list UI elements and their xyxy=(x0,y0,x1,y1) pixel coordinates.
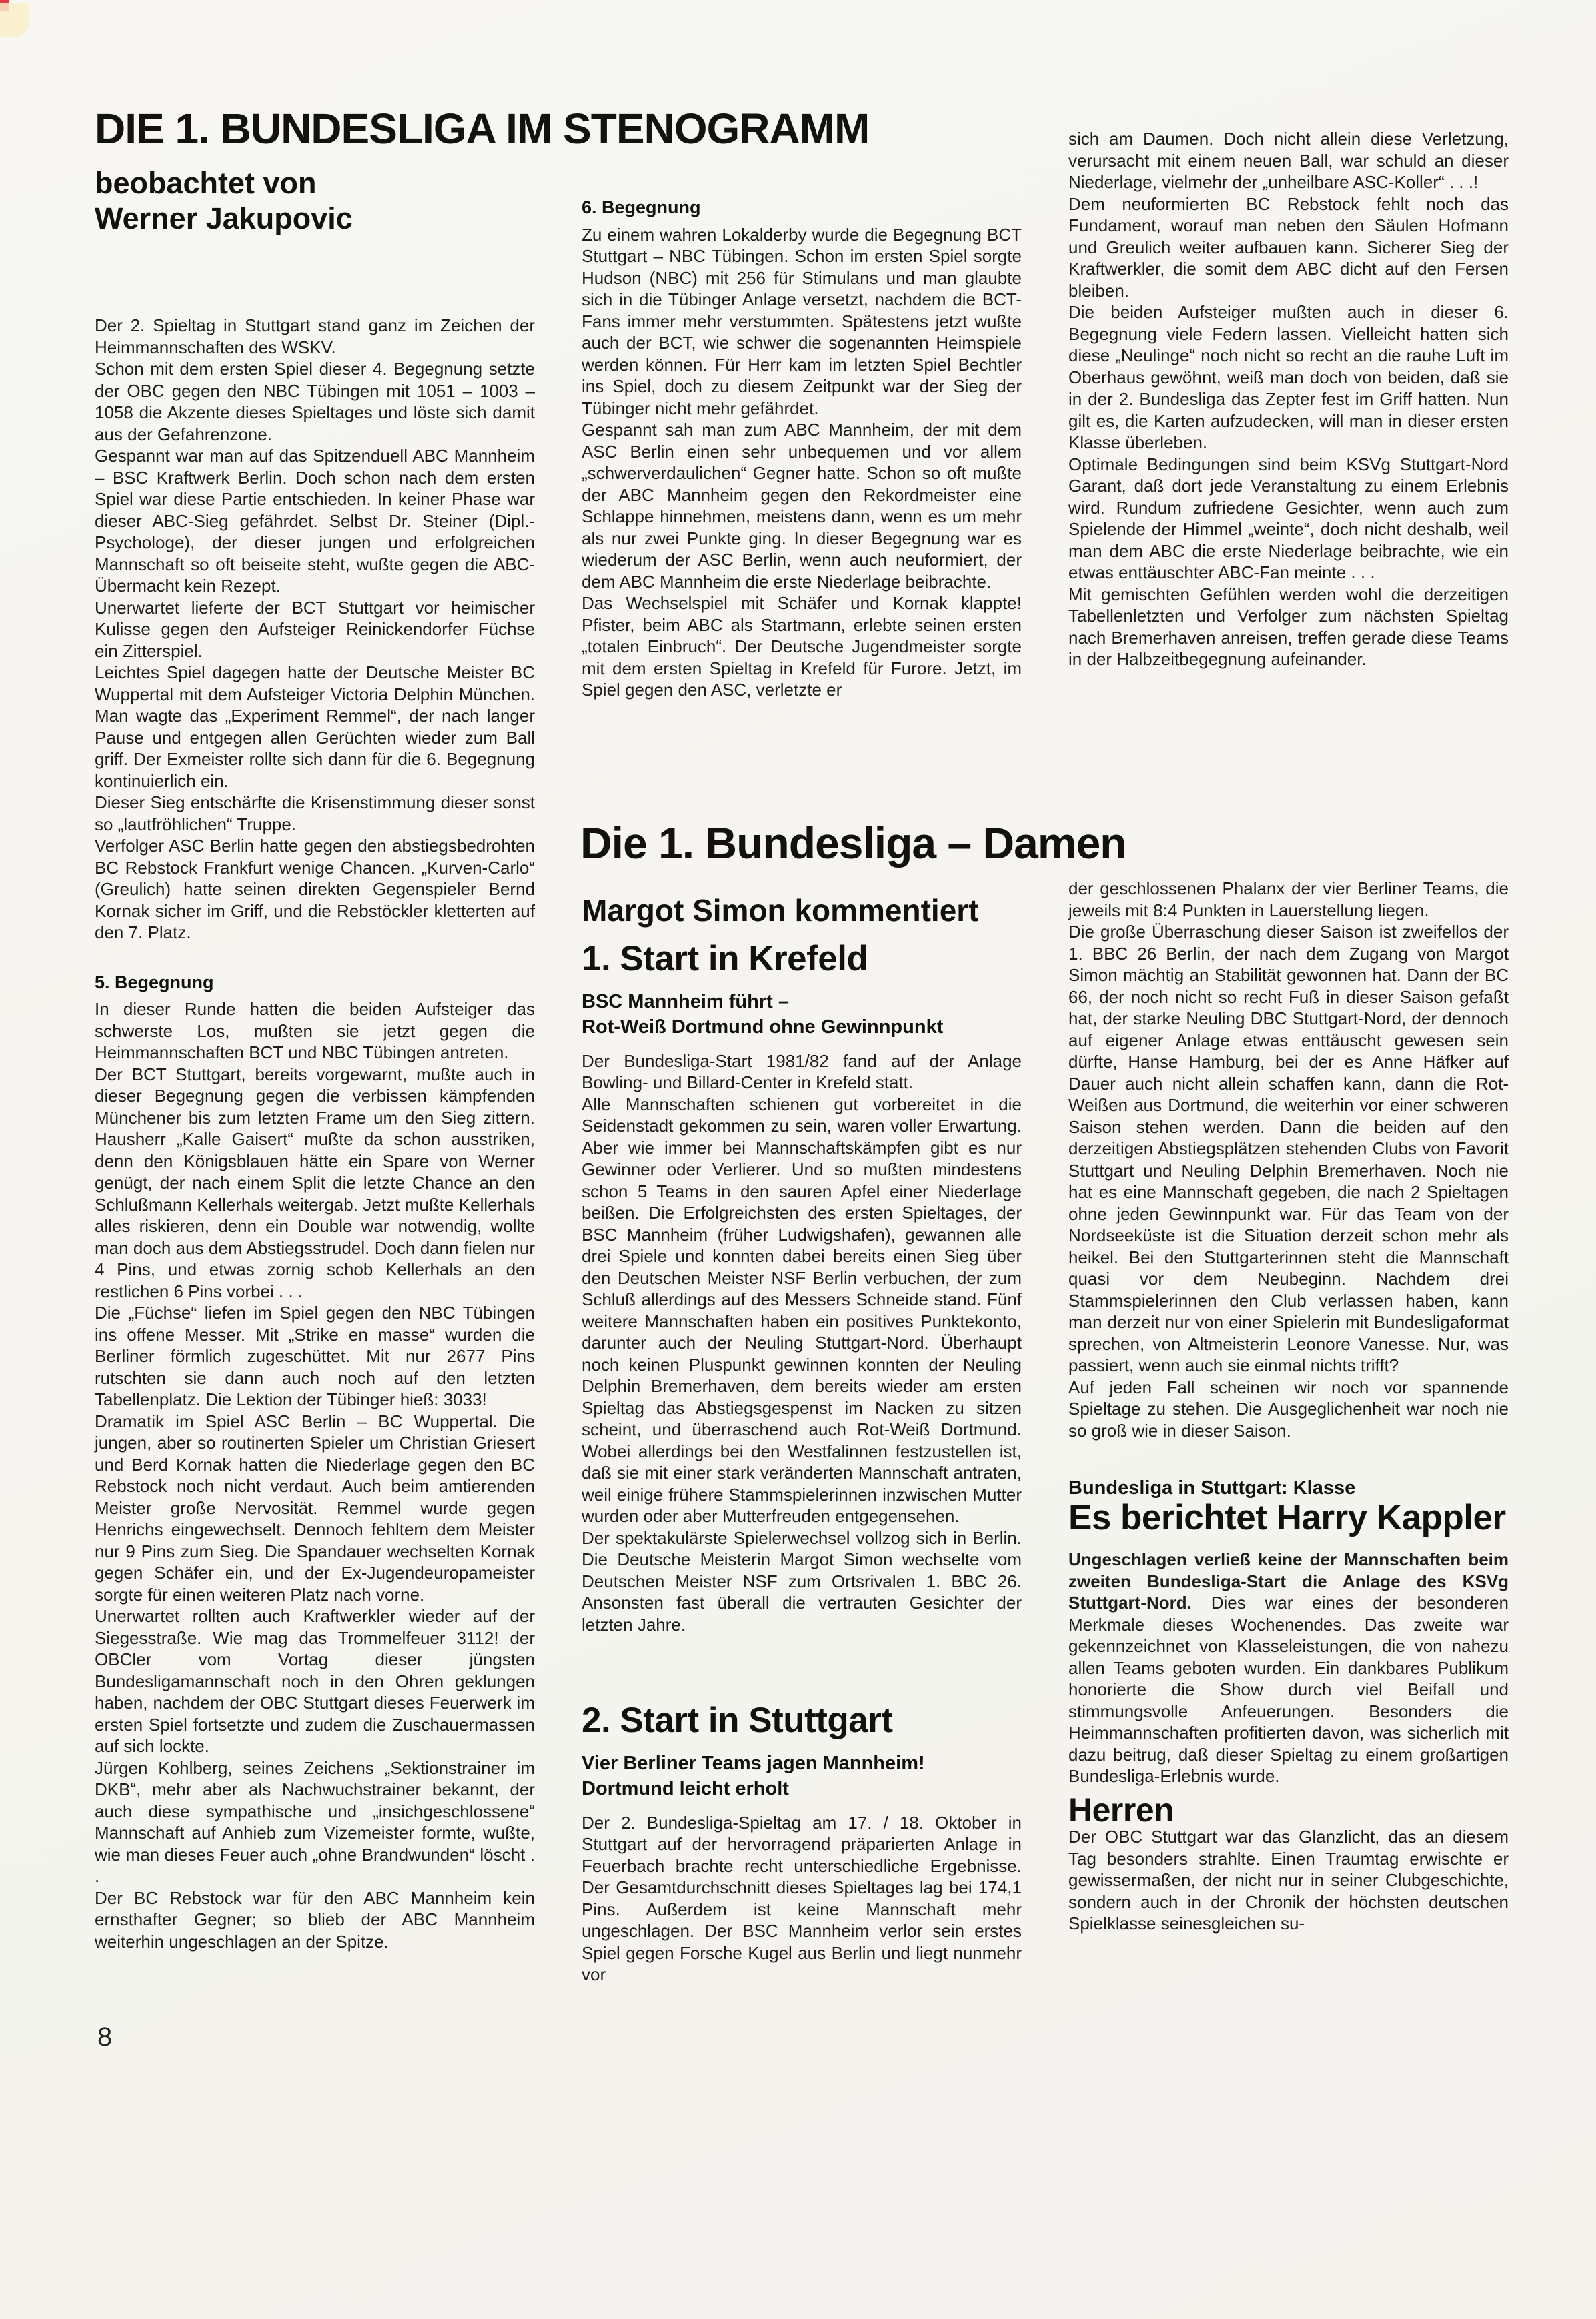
paragraph: Dramatik im Spiel ASC Berlin – BC Wuppertal. Die jungen, aber so routinerten Spieler um Christian Griesert und Berd Kornak hatten die Niederlage gegen den BC Rebstock noch nicht verdaut. Auch beim amtierenden Meister große Nervosität. Remmel wurde gegen Henrichs eingewechselt. Dennoch fehltem dem Meister nur 9 Pins zum Sieg. Die Spandauer wechselten Kornak gegen Schäfer ein, und der Ex-Jugendeuropameister sorgte für einen weiteren Platz nach vorne. xyxy=(95,1411,535,1605)
article-column-left xyxy=(95,315,535,1952)
paragraph: Der 2. Bundesliga-Spieltag am 17. / 18. Oktober in Stuttgart auf der hervorragend präparierten Anlage in Feuerbach brachte recht unterschiedliche Ergebnisse. Der Gesamtdurchschnitt dieses Spieltages lag bei 174,1 Pins. Außerdem ist keine Mannschaft mehr ungeschlagen. Der BSC Mannheim verlor sein erstes Spiel gegen Forsche Kugel aus Berlin und liegt nunmehr vor xyxy=(582,1812,1022,1984)
paragraph: Auf jeden Fall scheinen wir noch vor spannende Spieltage zu stehen. Die Ausgeglichenheit war noch nie so groß wie in dieser Saison. xyxy=(1068,1377,1509,1441)
paragraph: sich am Daumen. Doch nicht allein diese Verletzung, verursacht mit einem neuen Ball, war schuld an dieser Niederlage, vielmehr der „unheilbare ASC-Koller“ . . .! xyxy=(1068,129,1509,192)
paragraph: Unerwartet lieferte der BCT Stuttgart vor heimischer Kulisse gegen den Aufsteiger Reinickendorfer Füchse ein Zitterspiel. xyxy=(95,597,535,661)
paragraph: Die große Überraschung dieser Saison ist zweifellos der 1. BBC 26 Berlin, der nach dem Zugang von Margot Simon mächtig an Stabilität gewonnen hat. Dann der BC 66, der noch nicht so recht Fuß in dieser Saison gefaßt hat, der starke Neuling DBC Stuttgart-Nord, der dennoch auf eigener Anlage etwas enttäuscht gewesen sein dürfte, Hanse Hamburg, bei der es Anne Häfker auf Dauer auch nicht allein schaffen kann, dann die Rot-Weißen aus Dortmund, die weiterhin vor einer schweren Saison stehen werden. Dann die beiden auf den derzeitigen Abstiegsplätzen stehenden Clubs von Favorit Stuttgart und Neuling Delphin Bremerhaven. Noch nie hat es eine Mannschaft gegeben, die nach 2 Spieltagen ohne jeden Gewinnpunkt war. Für das Team von der Nordseeküste ist die Situation derzeit schon mehr als heikel. Bei den Stuttgarterinnen steht die Mannschaft quasi vor dem Neubeginn. Nachdem drei Stammspielerinnen den Club verlassen haben, kann man derzeit nur von einer Spielerin mit Bundesligaformat sprechen, von Altmeisterin Leonore Vanesse. Nur, was passiert, wenn auch sie einmal nichts trifft? xyxy=(1068,922,1509,1375)
paragraph: Der Bundesliga-Start 1981/82 fand auf der Anlage Bowling- und Billard-Center in Krefeld statt. xyxy=(582,1050,1022,1092)
bold-subhead-line1: Vier Berliner Teams jagen Mannheim! xyxy=(582,1752,925,1774)
page-number: 8 xyxy=(97,2022,113,2052)
byline-line1: beobachtet von xyxy=(95,166,317,200)
paragraph: Alle Mannschaften schienen gut vorbereitet in die Seidenstadt gekommen zu sein, waren voller Erwartung. Aber wie immer bei Mannschaftskämpfen gibt es nur Gewinner oder Verlierer. Und so mußten mindestens schon 5 Teams in den sauren Apfel einer Niederlage beißen. Die Erfolgreichsten des ersten Spieltages, der BSC Mannheim (früher Ludwigshafen), gewannen alle drei Spiele und konnten dabei bereits einen Sieg über den Deutschen Meister NSF Berlin verbuchen, der zum Schluß allerdings auf des Messers Schneide stand. Fünf weitere Mannschaften haben ein positives Punktekonto, darunter auch der Neuling Stuttgart-Nord. Überhaupt noch keinen Pluspunkt gewinnen konnten der Neuling Delphin Bremerhaven, dem bereits wieder am ersten Spieltag das Abstiegsgespenst im Nacken zu sitzen scheint, und überraschend auch Rot-Weiß Dortmund. Wobei allerdings bei den Westfalinnen festzustellen ist, daß sie mit einer stark veränderten Mannschaft antraten, weil einige frühere Stammspielerinnen inzwischen Mutter wurden oder aber Mutterfreuden entgegensehen. xyxy=(582,1094,1022,1526)
paragraph: Verfolger ASC Berlin hatte gegen den abstiegsbedrohten BC Rebstock Frankfurt wenige Chancen. „Kurven-Carlo“ (Greulich) hatte seinen direkten Gegenspieler Bernd Kornak sicher im Griff, und die Rebstöckler kletterten auf den 7. Platz. xyxy=(95,836,535,942)
bold-subhead-stuttgart xyxy=(582,1751,1022,1801)
section-heading-kappler: Es berichtet Harry Kappler xyxy=(1068,1497,1506,1537)
damen-subhead: Margot Simon kommentiert xyxy=(582,893,979,928)
paragraph: Jürgen Kohlberg, seines Zeichens „Sektionstrainer im DKB“, mehr aber als Nachwuchstrainer bekannt, der auch diese sympathische und „insichgeschlossene“ Mannschaft auf Anhieb zum Vizemeister formte, wußte, wie man dieses Feuer auch „ohne Brandwunden“ löscht . . xyxy=(95,1757,535,1886)
page-title: DIE 1. BUNDESLIGA IM STENOGRAMM xyxy=(95,105,870,153)
lead-paragraph xyxy=(1068,1549,1509,1787)
paragraph: Der OBC Stuttgart war das Glanzlicht, das an diesem Tag besonders strahlte. Einen Traumtag erwischte er gewissermaßen, der nicht nur in seiner Clubgeschichte, sondern auch in der Chronik der höchsten deutschen Spielklasse seinesgleichen su- xyxy=(1068,1827,1509,1934)
paragraph: In dieser Runde hatten die beiden Aufsteiger das schwerste Los, mußten sie jetzt gegen die Heimmannschaften BCT und NBC Tübingen antreten. xyxy=(95,999,535,1062)
paragraph: Dem neuformierten BC Rebstock fehlt noch das Fundament, worauf man neben den Säulen Hofmann und Greulich weiter aufbauen kann. Sicherer Sieg der Kraftwerkler, die somit dem ABC dicht auf den Fersen bleiben. xyxy=(1068,193,1509,301)
article-column-right-upper xyxy=(1068,128,1509,670)
subheading-5-begegnung: 5. Begegnung xyxy=(95,972,214,992)
paragraph: Die beiden Aufsteiger mußten auch in dieser 6. Begegnung viele Federn lassen. Vielleicht hatten sich diese „Neulinge“ noch nicht so recht an die rauhe Luft im Oberhaus gewöhnt, weiß man doch von beiden, daß sie in der 2. Bundesliga das Zepter fest im Griff hatten. Nun gilt es, die Karten aufzudecken, will man in dieser ersten Klasse überleben. xyxy=(1068,302,1509,452)
paragraph: Optimale Bedingungen sind beim KSVg Stuttgart-Nord Garant, daß dort jede Veranstaltung zu einem Erlebnis wird. Rundum zufriedene Gesichter, wenn auch zum Spielende der Himmel „weinte“, doch nicht deshalb, weil man dem ABC die erste Niederlage beibrachte, wie ein etwas enttäuschter ABC-Fan meinte . . . xyxy=(1068,454,1509,582)
lead-bold-text: Ungeschlagen verließ keine der Mannschaften beim zweiten Bundesliga-Start die Anlage des KSVg Stuttgart-Nord. xyxy=(1068,1549,1509,1613)
paragraph: Der 2. Spieltag in Stuttgart stand ganz im Zeichen der Heimmannschaften des WSKV. xyxy=(95,315,535,357)
paragraph: Unerwartet rollten auch Kraftwerkler wieder auf der Siegesstraße. Wie mag das Trommelfeuer 3112! der OBCler vom Vortag dieser jüngsten Bundesligamannschaft noch in den Ohren geklungen haben, nachdem der OBC Stuttgart dieses Feuerwerk im ersten Spiel fortsetzte und zudem die Zuschauermassen auf sich lockte. xyxy=(95,1606,535,1756)
paragraph: Der spektakulärste Spielerwechsel vollzog sich in Berlin. Die Deutsche Meisterin Margot Simon wechselte vom Deutschen Meister NSF zum Ortsrivalen 1. BBC 26. Ansonsten fast überall die vertrauten Gesichter der letzten Jahre. xyxy=(582,1527,1022,1635)
damen-headline: Die 1. Bundesliga – Damen xyxy=(580,818,1126,868)
corner-stain xyxy=(0,3,29,37)
bold-subhead-line1: BSC Mannheim führt – xyxy=(582,990,789,1012)
paragraph: Leichtes Spiel dagegen hatte der Deutsche Meister BC Wuppertal mit dem Aufsteiger Victoria Delphin München. Man wagte das „Experiment Remmel“, der nach langer Pause und entgegen allen Gerüchten wieder zum Ball griff. Der Exmeister rollte sich dann für die 6. Begegnung kontinuierlich ein. xyxy=(95,662,535,791)
paragraph: Mit gemischten Gefühlen werden wohl die derzeitigen Tabellenletzten und Verfolger zum nächsten Spieltag nach Bremerhaven anreisen, treffen gerade diese Teams in der Halbzeitbegegnung aufeinander. xyxy=(1068,584,1509,669)
kicker-bundesliga-stuttgart: Bundesliga in Stuttgart: Klasse xyxy=(1068,1477,1356,1499)
article-column-right-lower xyxy=(1068,878,1509,1935)
bold-subhead-krefeld xyxy=(582,989,1022,1040)
paragraph: der geschlossenen Phalanx der vier Berliner Teams, die jeweils mit 8:4 Punkten in Lauerstellung liegen. xyxy=(1068,878,1509,920)
paragraph: Die „Füchse“ liefen im Spiel gegen den NBC Tübingen ins offene Messer. Mit „Strike en masse“ wurden die Berliner förmlich zugeschüttet. Mit nur 2677 Pins rutschten sie dann auch noch auf den letzten Tabellenplatz. Die Lektion der Tübinger hieß: 3033! xyxy=(95,1303,535,1409)
bold-subhead-line2: Rot-Weiß Dortmund ohne Gewinnpunkt xyxy=(582,1016,944,1038)
lead-rest-text: Dies war eines der besonderen Merkmale dieses Wochenendes. Das zweite war gekennzeichnet von Klasseleistungen, die von nahezu allen Teams geboten wurden. Ein dankbares Publikum honorierte die Show durch viel Beifall und stimmungsvolle Anfeuerungen. Besonders die Heimmannschaften profitierten davon, was sicherlich mit dazu beitrug, daß dieser Spieltag zu einem großartigen Bundesliga-Erlebnis wurde. xyxy=(1068,1593,1509,1786)
bold-subhead-line2: Dortmund leicht erholt xyxy=(582,1777,789,1799)
paragraph: Zu einem wahren Lokalderby wurde die Begegnung BCT Stuttgart – NBC Tübingen. Schon im ersten Spiel sorgte Hudson (NBC) mit 256 für Stimulans und man glaubte sich in die Tübinger Anlage versetzt, nachdem die BCT-Fans immer mehr verstummten. Spätestens jetzt wußte auch der BCT, wie schwer die sogenannten Heimspiele werden können. Für Herr kam im letzten Spiel Bechtler ins Spiel, doch zu diesem Zeitpunkt war der Sieg der Tübinger nicht mehr gefährdet. xyxy=(582,224,1022,418)
section-heading-krefeld: 1. Start in Krefeld xyxy=(582,939,868,978)
paragraph: Das Wechselspiel mit Schäfer und Kornak klappte! Pfister, beim ABC als Startmann, erlebte seinen ersten „totalen Einbruch“. Der Deutsche Jugendmeister sorgte mit dem ersten Spieltag in Krefeld für Furore. Jetzt, im Spiel gegen den ASC, verletzte er xyxy=(582,593,1022,700)
paragraph: Gespannt sah man zum ABC Mannheim, der mit dem ASC Berlin einen sehr unbequemen und vor allem „schwerverdaulichen“ Gegner hatte. Schon so oft mußte der ABC Mannheim gegen den Rekordmeister eine Schlappe hinnehmen, meistens dann, wenn es um mehr als nur zwei Punkte ging. In dieser Begegnung war es wiederum der ASC Berlin, wenn auch neuformiert, der dem ABC Mannheim die erste Niederlage beibrachte. xyxy=(582,420,1022,592)
article-column-middle-upper xyxy=(582,197,1022,701)
paragraph: Der BC Rebstock war für den ABC Mannheim kein ernsthafter Gegner; so blieb der ABC Mannheim weiterhin ungeschlagen an der Spitze. xyxy=(95,1887,535,1952)
article-column-middle-lower xyxy=(582,939,1022,1986)
paragraph: Schon mit dem ersten Spiel dieser 4. Begegnung setzte der OBC gegen den NBC Tübingen mit 1051 – 1003 – 1058 die Akzente dieses Spieltages und löste sich damit aus der Gefahrenzone. xyxy=(95,359,535,444)
section-heading-herren: Herren xyxy=(1068,1791,1174,1829)
byline xyxy=(95,165,353,236)
subheading-6-begegnung: 6. Begegnung xyxy=(582,197,701,217)
paragraph: Der BCT Stuttgart, bereits vorgewarnt, mußte auch in dieser Begegnung gegen die verbissen kämpfenden Münchener bis zum letzten Frame um den Sieg zittern. Hausherr „Kalle Gaisert“ mußte da schon ausstriken, denn den Königsblauen hätte ein Spare von Werner genügt, der nach einem Split die letzte Chance an den Schlußmann Kellerhals weitergab. Jetzt mußte Kellerhals alles riskieren, denn ein Double war notwendig, wollte man doch aus dem Abstiegsstrudel. Doch dann fielen nur 4 Pins, und etwas zornig schob Kellerhals an den restlichen 6 Pins vorbei . . . xyxy=(95,1064,535,1301)
paragraph: Dieser Sieg entschärfte die Krisenstimmung dieser sonst so „lautfröhlichen“ Truppe. xyxy=(95,792,535,834)
paragraph: Gespannt war man auf das Spitzenduell ABC Mannheim – BSC Kraftwerk Berlin. Doch schon nach dem ersten Spiel war diese Partie entschieden. In keiner Phase war dieser ABC-Sieg gefährdet. Selbst Dr. Steiner (Dipl.-Psychologe), der dieser jungen und erfolgreichen Mannschaft so oft beiseite steht, wußte gegen die ABC-Übermacht kein Rezept. xyxy=(95,446,535,596)
section-heading-stuttgart: 2. Start in Stuttgart xyxy=(582,1701,893,1740)
byline-line2: Werner Jakupovic xyxy=(95,201,353,235)
